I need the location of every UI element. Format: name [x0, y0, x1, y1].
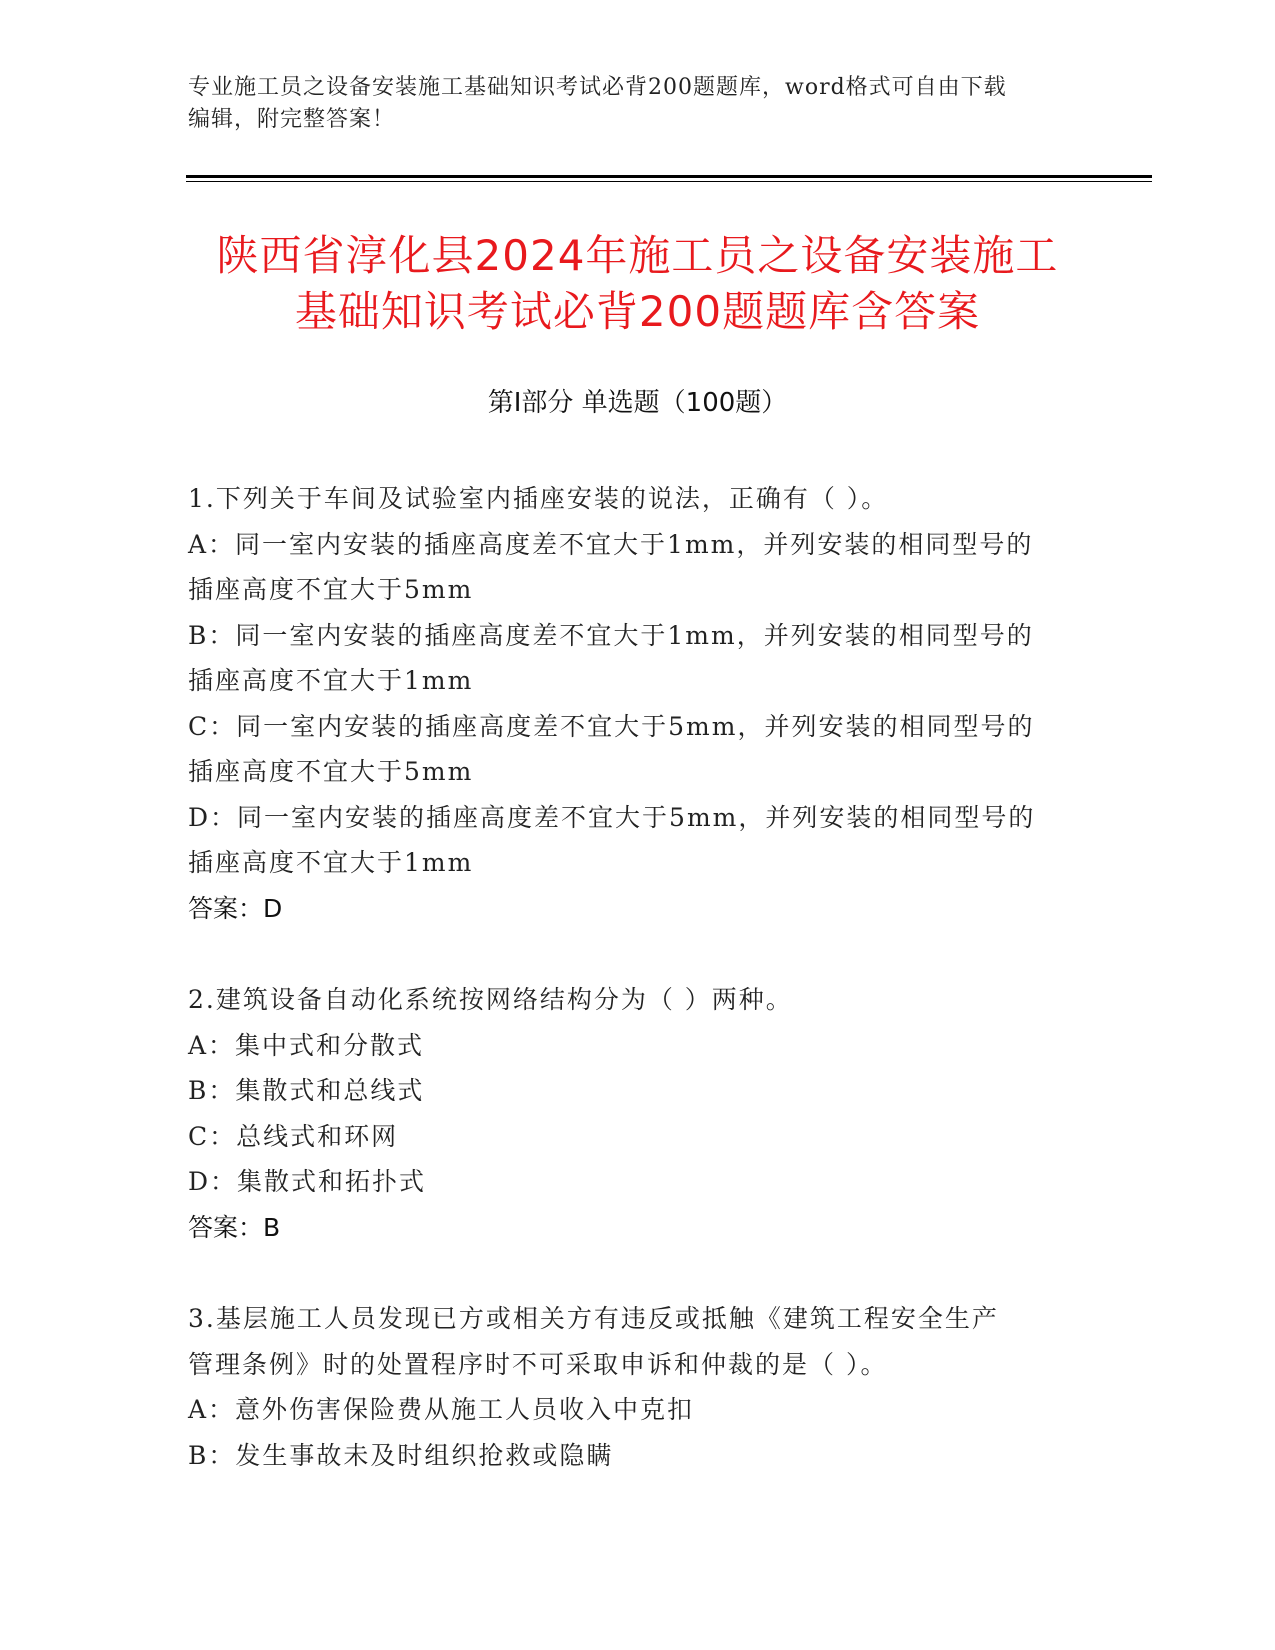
header-note-line-1: 专业施工员之设备安装施工基础知识考试必背200题题库，word格式可自由下载: [188, 75, 1007, 100]
question-2-answer: 答案：B: [188, 1212, 281, 1242]
question-2-option-d: D：集散式和拓扑式: [188, 1167, 427, 1196]
header-note-line-2: 编辑，附完整答案！: [188, 107, 396, 132]
option-text-line: C：同一室内安装的插座高度差不宜大于5mm，并列安装的相同型号的: [188, 711, 1035, 741]
question-2: [188, 977, 1088, 1250]
document-title-line-2: 基础知识考试必背200题题库含答案: [294, 287, 981, 336]
question-1-option-a: [188, 522, 1088, 613]
header-note: [188, 72, 1088, 136]
option-text-line: 插座高度不宜大于5mm: [188, 575, 474, 604]
question-1-answer: 答案：D: [188, 893, 283, 923]
question-2-option-a: A：集中式和分散式: [188, 1030, 425, 1060]
question-2-option-c: C：总线式和环网: [188, 1121, 399, 1151]
option-text-line: 插座高度不宜大于5mm: [188, 757, 474, 786]
option-text-line: 插座高度不宜大于1mm: [188, 848, 474, 877]
question-2-stem: 2.建筑设备自动化系统按网络结构分为（ ）两种。: [188, 985, 793, 1014]
header-divider-thick: [186, 175, 1152, 178]
question-3-option-a: A：意外伤害保险费从施工人员收入中克扣: [188, 1395, 695, 1424]
question-1: [188, 476, 1088, 931]
question-3-stem-line-2: 管理条例》时的处置程序时不可采取申诉和仲裁的是（ ）。: [188, 1349, 888, 1379]
header-divider-thin: [186, 181, 1152, 182]
option-text-line: A：同一室内安装的插座高度差不宜大于1mm，并列安装的相同型号的: [188, 529, 1034, 559]
question-list: [188, 476, 1088, 1524]
option-text-line: B：同一室内安装的插座高度差不宜大于1mm，并列安装的相同型号的: [188, 620, 1034, 650]
section-title: 第Ⅰ部分 单选题（100题）: [487, 388, 788, 418]
question-3-option-b: B：发生事故未及时组织抢救或隐瞒: [188, 1440, 614, 1470]
option-text-line: D：同一室内安装的插座高度差不宜大于5mm，并列安装的相同型号的: [188, 802, 1036, 832]
document-title-line-1: 陕西省淳化县2024年施工员之设备安装施工: [216, 231, 1059, 280]
option-text-line: 插座高度不宜大于1mm: [188, 666, 474, 695]
question-1-option-c: [188, 704, 1088, 795]
question-3: [188, 1296, 1088, 1478]
question-2-option-b: B：集散式和总线式: [188, 1076, 425, 1105]
question-3-stem-line-1: 3.基层施工人员发现已方或相关方有违反或抵触《建筑工程安全生产: [188, 1304, 999, 1333]
document-title: [140, 228, 1135, 340]
question-1-option-b: [188, 613, 1088, 704]
question-1-stem: 1.下列关于车间及试验室内插座安装的说法，正确有（ ）。: [188, 484, 889, 513]
question-1-option-d: [188, 795, 1088, 886]
